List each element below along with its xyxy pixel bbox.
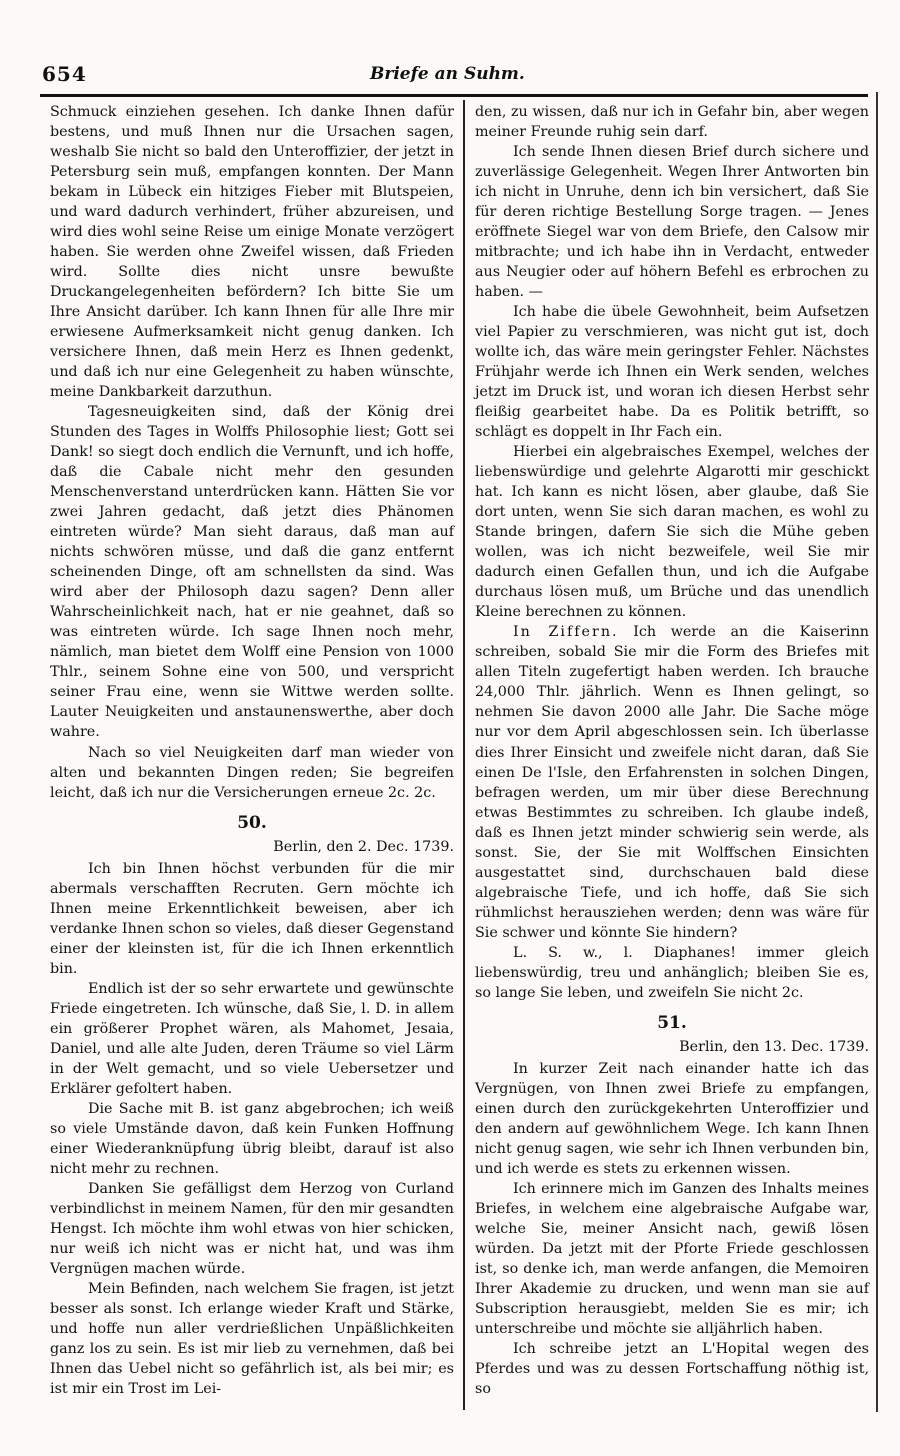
page-edge-line [876, 92, 878, 1412]
letter-dateline: Berlin, den 2. Dec. 1739. [273, 838, 454, 855]
column-divider [463, 100, 465, 1410]
paragraph: Ich habe die übele Gewohnheit, beim Aufsetzen viel Papier zu verschmieren, was nicht gut ist, doch wollte ich, das wäre mein geringster Fehler. Nächstes Frühjahr werde ich Ihnen ein Werk senden, welches jetzt im Druck ist, und woran ich diesen Herbst sehr fleißig gearbeitet habe. Da es Politik betrifft, so schlägt es doppelt in Ihr Fach ein. [475, 304, 869, 441]
page-header [40, 58, 866, 88]
paragraph: Ich erinnere mich im Ganzen des Inhalts meines Briefes, in welchem eine algebraische Aufgabe war, welche Sie, meiner Ansicht nach, gewiß lösen würden. Da jetzt mit der Pforte Friede geschlossen ist, so denke ich, man werde anfangen, die Memoiren Ihrer Akademie zu drucken, und wenn man sie auf Subscription herausgiebt, melden Sie es mir; ich unterschreibe und möchte sie alljährlich haben. [475, 1180, 869, 1337]
paragraph: Danken Sie gefälligst dem Herzog von Curland verbindlichst in meinem Namen, für den mir gesandten Hengst. Ich möchte ihm wohl etwas von hier schicken, nur weiß ich nicht was er nicht hat, und was ihm Vergnügen machen würde. [50, 1180, 454, 1277]
paragraph-lead: In Ziffern. [513, 624, 619, 641]
paragraph [475, 622, 869, 942]
paragraph: Die Sache mit B. ist ganz abgebrochen; ich weiß so viele Umstände davon, daß kein Funken Hoffnung einer Wiederanknüpfung übrig bleibt, darauf ist also nicht mehr zu rechnen. [50, 1100, 454, 1177]
paragraph: Ich bin Ihnen höchst verbunden für die mir abermals verschafften Recruten. Gern möchte ich Ihnen meine Erkenntlichkeit beweisen, aber ich verdanke Ihnen schon so vieles, daß dieser Gegenstand einer der kleinsten ist, für die ich Ihnen erkenntlich bin. [50, 860, 454, 977]
paragraph: Tagesneuigkeiten sind, daß der König drei Stunden des Tages in Wolffs Philosophie liest; Gott sei Dank! so siegt doch endlich die Vernunft, und ich hoffe, daß die Cabale nicht mehr den gesunden Menschenverstand unterdrücken kann. Hätten Sie vor zwei Jahren gedacht, daß jetzt dies Phänomen eintreten würde? Man sieht daraus, daß man auf nichts schwören müsse, und daß die ganz entfernt scheinenden Dinge, oft am schnellsten da sind. Was wird aber der Philosoph dazu sagen? Denn aller Wahrscheinlichkeit nach, hat er nie geahnet, daß so was eintreten würde. Ich sage Ihnen noch mehr, nämlich, man bietet dem Wolff eine Pension von 1000 Thlr., seinem Sohne eine von 500, und verspricht seiner Frau eine, wenn sie Wittwe werden sollte. Lauter Neuigkeiten und anstaunenswerthe, aber doch wahre. [50, 404, 454, 741]
paragraph: Endlich ist der so sehr erwartete und gewünschte Friede eingetreten. Ich wünsche, daß Sie, l. D. in allem ein größerer Prophet wären, als Mahomet, Jesaia, Daniel, und alle alte Juden, deren Träume so viel Lärm in der Welt gemacht, und so viele Uebersetzer und Erklärer gefoltert haben. [50, 980, 454, 1097]
paragraph: Ich sende Ihnen diesen Brief durch sichere und zuverlässige Gelegenheit. Wegen Ihrer Antworten bin ich nicht in Unruhe, denn ich bin versichert, daß Sie für deren richtige Bestellung Sorge tragen. — Jenes eröffnete Siegel war von dem Briefe, den Calsow mir mitbrachte; und ich habe ihn in Verdacht, entweder aus Neugier oder auf höhern Befehl es erbrochen zu haben. — [475, 144, 869, 301]
letter-number: 51. [657, 1012, 687, 1033]
paragraph: den, zu wissen, daß nur ich in Gefahr bin, aber wegen meiner Freunde ruhig sein darf. [475, 104, 869, 141]
paragraph: Ich schreibe jetzt an L'Hopital wegen des Pferdes und was zu dessen Fortschaffung nöthig ist, so [475, 1340, 869, 1397]
left-column [50, 102, 454, 1399]
paragraph: Nach so viel Neuigkeiten darf man wieder von alten und bekannten Dingen reden; Sie begreifen leicht, daß ich nur die Versicherungen erneue 2c. 2c. [50, 744, 454, 801]
paragraph: Schmuck einziehen gesehen. Ich danke Ihnen dafür bestens, und muß Ihnen nur die Ursachen sagen, weshalb Sie nicht so bald den Unteroffizier, der jetzt in Petersburg sein muß, empfangen konnten. Der Mann bekam in Lübeck ein hitziges Fieber mit Blutspeien, und ward dadurch verhindert, früher abzureisen, und wird dies wohl seine Reise um einige Monate verzögert haben. Sie werden ohne Zweifel wissen, daß Frieden wird. Sollte dies nicht unsre bewußte Druckangelegenheiten befördern? Ich bitte Sie um Ihre Ansicht darüber. Ich kann Ihnen für alle Ihre mir erwiesene Aufmerksamkeit nicht genug danken. Ich versichere Ihnen, daß mein Herz es Ihnen gedenkt, und daß ich nur eine Gelegenheit zu haben wünschte, meine Dankbarkeit darzuthun. [50, 104, 454, 401]
paragraph-body: Ich werde an die Kaiserinn schreiben, sobald Sie mir die Form des Briefes mit allen Titeln zugefertigt haben werden. Ich brauche 24,000 Thlr. jährlich. Wenn es Ihnen gelingt, so nehmen Sie davon 2000 alle Jahr. Die Sache möge nur vor dem April abgeschlossen sein. Ich überlasse dies Ihrer Einsicht und zweifele nicht daran, daß Sie einen De l'Isle, den Erfahrensten in solchen Dingen, befragen werden, um mir über diese Berechnung etwas Bestimmtes zu schreiben. Ich glaube indeß, daß es Ihnen jetzt minder schwierig sein werde, als sonst. Sie, der Sie mit Wolffschen Einsichten ausgestattet sind, durchschauen bald diese algebraische Tiefe, und ich hoffe, daß Sie sich rühmlichst herausziehen werden; denn was wäre für Sie schwer und könnte Sie hindern? [475, 624, 869, 941]
running-title: Briefe an Suhm. [370, 64, 525, 84]
paragraph: In kurzer Zeit nach einander hatte ich das Vergnügen, von Ihnen zwei Briefe zu empfangen, einen durch den zurückgekehrten Unteroffizier und den andern auf gewöhnlichem Wege. Ich kann Ihnen nicht genug sagen, wie sehr ich Ihnen verbunden bin, und ich werde es stets zu erkennen wissen. [475, 1060, 869, 1177]
header-rule [40, 94, 868, 97]
letter-number: 50. [237, 812, 267, 833]
paragraph: Mein Befinden, nach welchem Sie fragen, ist jetzt besser als sonst. Ich erlange wieder Kraft und Stärke, und hoffe nun aller verdrießlichen Unpäßlichkeiten ganz los zu sein. Es ist mir lieb zu vernehmen, daß bei Ihnen das Uebel nicht so gefährlich ist, als bei mir; es ist mir ein Trost im Lei- [50, 1280, 454, 1397]
page-number: 654 [42, 62, 87, 86]
letter-dateline: Berlin, den 13. Dec. 1739. [679, 1038, 869, 1055]
paragraph: L. S. w., l. Diaphanes! immer gleich liebenswürdig, treu und anhänglich; bleiben Sie es, so lange Sie leben, und zweifeln Sie nicht 2c. [475, 944, 869, 1001]
paragraph: Hierbei ein algebraisches Exempel, welches der liebenswürdige und gelehrte Algarotti mir geschickt hat. Ich kann es nicht lösen, aber glaube, daß Sie dort unten, wenn Sie sich daran machen, es wohl zu Stande bringen, dafern Sie sich die Mühe geben wollen, was ich nicht bezweifele, weil Sie mir dadurch einen Gefallen thun, und ich die Aufgabe durchaus lösen muß, um Brüche und das unendlich Kleine berechnen zu können. [475, 444, 869, 621]
right-column [475, 102, 869, 1399]
